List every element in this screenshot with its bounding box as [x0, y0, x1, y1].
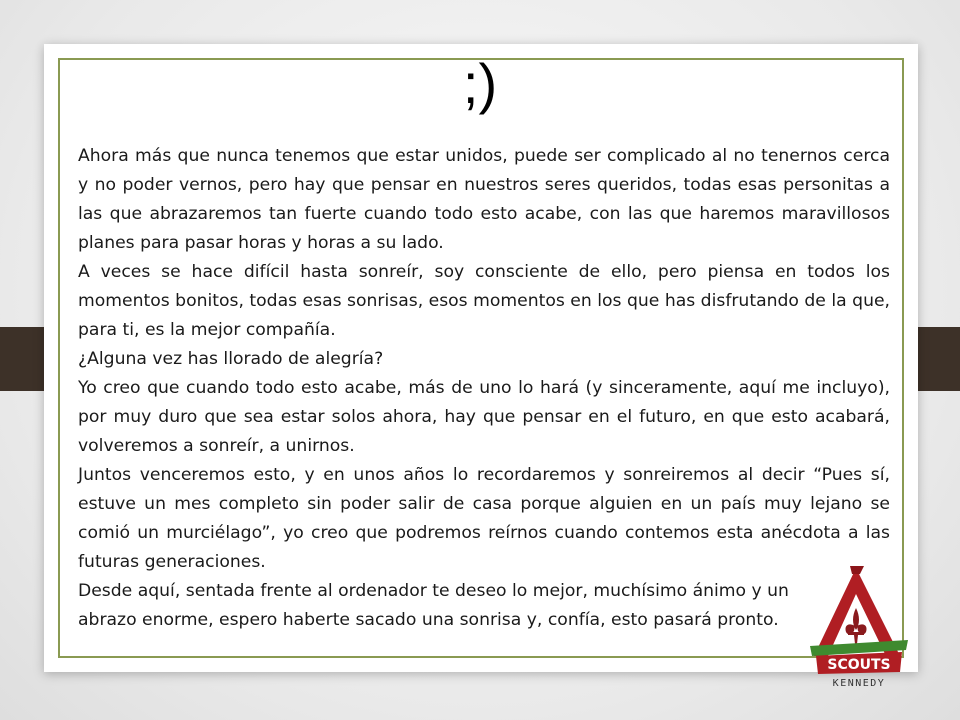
paragraph-5: Juntos venceremos esto, y en unos años lo recordaremos y sonreiremos al decir “Pues sí, estuve un mes completo sin poder salir de casa porque alguien en un país muy lejano se comió un murciélago”, yo creo que podremos reírnos cuando contemos esta anécdota a las futuras generaciones. — [78, 465, 890, 572]
page-title: ;) — [462, 52, 498, 115]
paragraph-6: Desde aquí, sentada frente al ordenador te deseo lo mejor, muchísimo ánimo y un abrazo enorme, espero haberte sacado una sonrisa y, confía, esto pasará pronto. — [78, 581, 789, 630]
scouts-logo-icon — [806, 560, 912, 690]
fleur-de-lis-icon — [845, 608, 866, 644]
logo-name: SCOUTS — [827, 657, 891, 673]
paragraph-3: ¿Alguna vez has llorado de alegría? — [78, 349, 384, 369]
letter-body — [78, 142, 890, 635]
paragraph-4: Yo creo que cuando todo esto acabe, más de uno lo hará (y sinceramente, aquí me incluyo), por muy duro que sea estar solos ahora, hay que pensar en el futuro, en que esto acabará, volveremos a sonreír, a unirnos. — [78, 378, 890, 456]
scouts-kennedy-logo — [806, 560, 912, 690]
paragraph-2: A veces se hace difícil hasta sonreír, soy consciente de ello, pero piensa en todos los momentos bonitos, todas esas sonrisas, esos momentos en los que has disfrutando de la que, para ti, es la mejor compañía. — [78, 262, 890, 340]
logo-subtitle: KENNEDY — [832, 678, 886, 689]
paragraph-1: Ahora más que nunca tenemos que estar unidos, puede ser complicado al no tenernos cerca y no poder vernos, pero hay que pensar en nuestros seres queridos, todas esas personitas a las que abrazaremos tan fuerte cuando todo esto acabe, con las que haremos maravillosos planes para pasar horas y horas a su lado. — [78, 146, 890, 253]
